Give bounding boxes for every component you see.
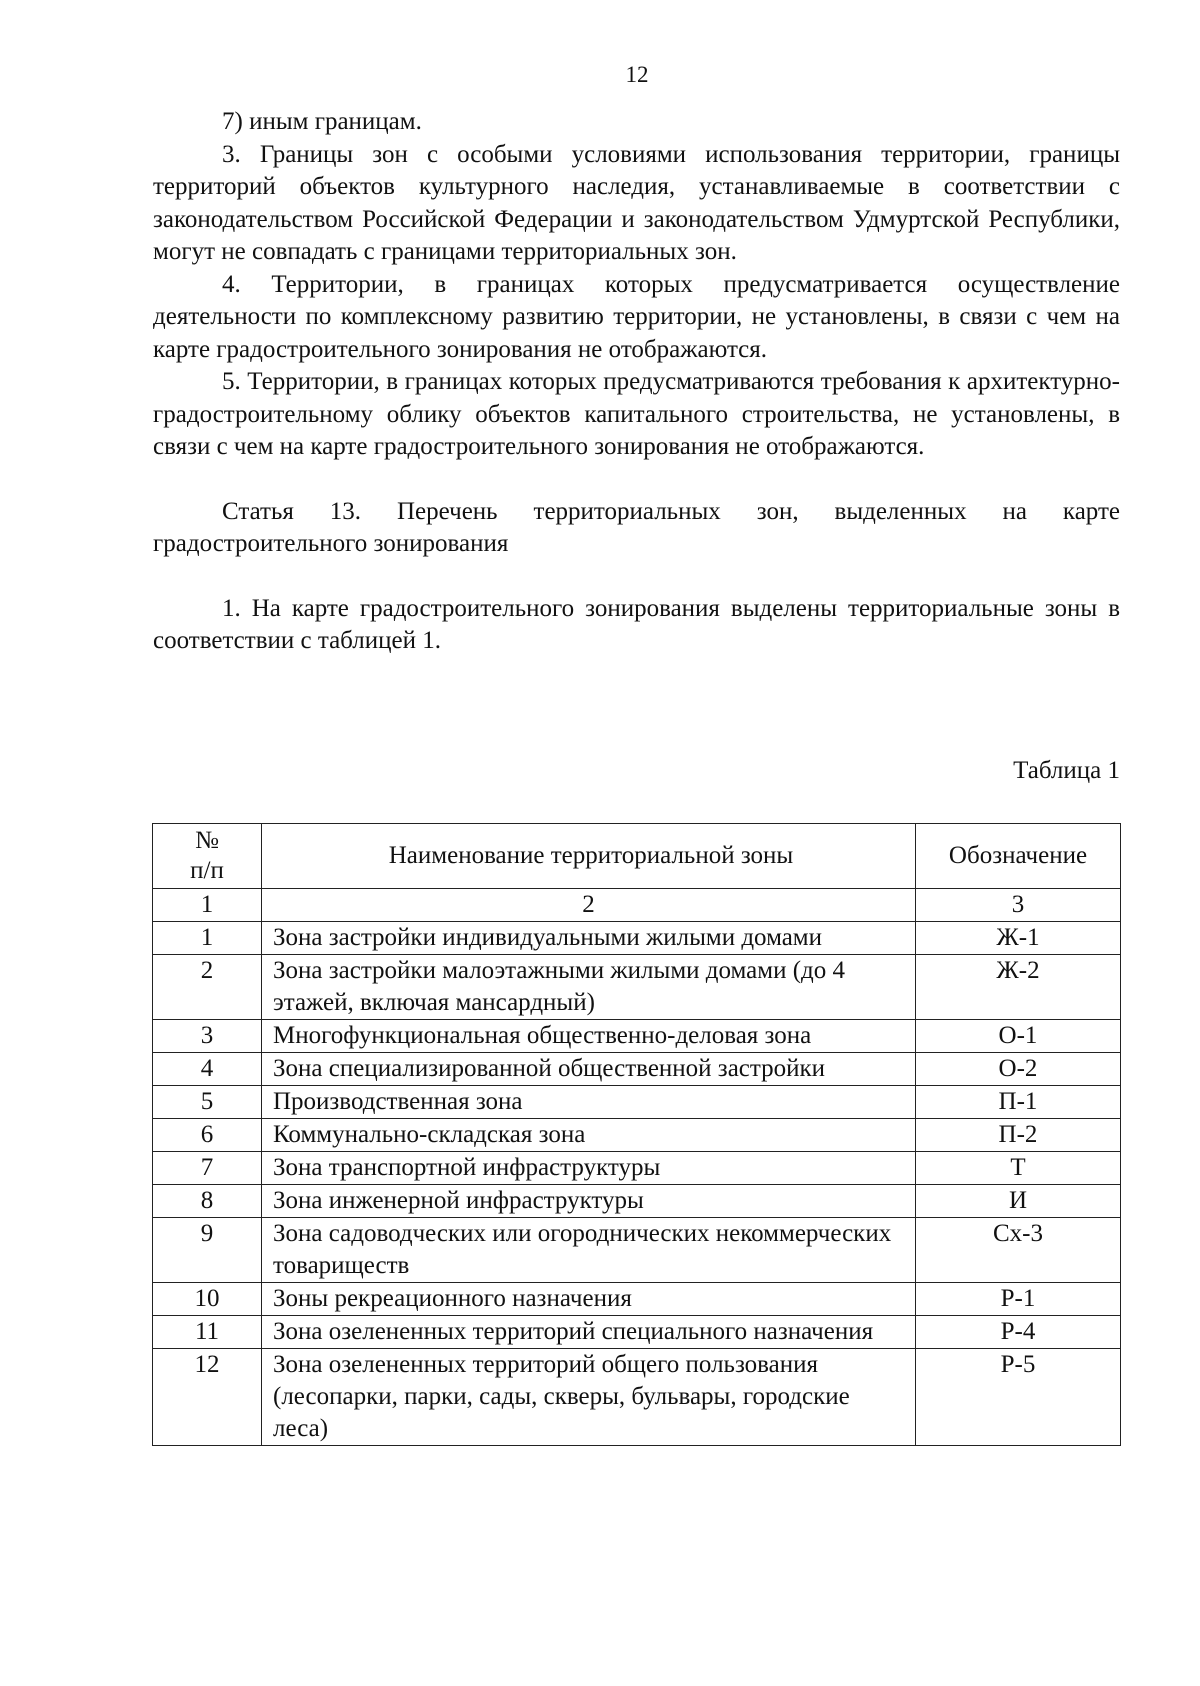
table-row <box>153 1218 1121 1283</box>
row-name: Зона транспортной инфраструктуры <box>262 1152 916 1185</box>
header-code: Обозначение <box>916 824 1121 889</box>
row-num: 2 <box>153 955 262 1020</box>
col-number-2: 2 <box>262 889 916 922</box>
row-name: Зона застройки малоэтажными жилыми домами (до 4 этажей, включая мансардный) <box>262 955 916 1020</box>
row-code: П-1 <box>916 1086 1121 1119</box>
row-code: Р-5 <box>916 1349 1121 1446</box>
row-name: Коммунально-складская зона <box>262 1119 916 1152</box>
row-code: И <box>916 1185 1121 1218</box>
table-row <box>153 955 1121 1020</box>
header-num <box>153 824 262 889</box>
table-body <box>153 922 1121 1446</box>
table-row <box>153 1316 1121 1349</box>
paragraph-5: 5. Территории, в границах которых предусматриваются требования к архитектурно-градостроительному облику объектов капитального строительства, не установлены, в связи с чем на карте градостроительного зонирования не отображаются. <box>153 368 1120 460</box>
zones-table <box>152 823 1121 1446</box>
paragraph-3: 3. Границы зон с особыми условиями использования территории, границы территорий объектов культурного наследия, устанавливаемые в соответствии с законодательством Российской Федерации и законодательством Удмуртской Республики, могут не совпадать с границами территориальных зон. <box>153 140 1120 265</box>
table-row <box>153 922 1121 955</box>
row-code: О-2 <box>916 1053 1121 1086</box>
paragraph-4: 4. Территории, в границах которых предусматривается осуществление деятельности по комплексному развитию территории, не установлены, в связи с чем на карте градостроительного зонирования не отображаются. <box>153 270 1120 363</box>
row-num: 7 <box>153 1152 262 1185</box>
document-body <box>153 106 1120 658</box>
row-name: Зона застройки индивидуальными жилыми домами <box>262 922 916 955</box>
table-row <box>153 1152 1121 1185</box>
row-num: 5 <box>153 1086 262 1119</box>
table-row <box>153 1283 1121 1316</box>
col-number-3: 3 <box>916 889 1121 922</box>
row-name: Зона озелененных территорий специального назначения <box>262 1316 916 1349</box>
table-row <box>153 1053 1121 1086</box>
row-num: 1 <box>153 922 262 955</box>
row-code: Ж-1 <box>916 922 1121 955</box>
row-name: Зона инженерной инфраструктуры <box>262 1185 916 1218</box>
col-number-1: 1 <box>153 889 262 922</box>
row-num: 6 <box>153 1119 262 1152</box>
row-num: 10 <box>153 1283 262 1316</box>
row-code: Р-4 <box>916 1316 1121 1349</box>
row-code: Т <box>916 1152 1121 1185</box>
header-num-abbr: п/п <box>190 857 224 884</box>
column-number-row <box>153 889 1121 922</box>
row-num: 12 <box>153 1349 262 1446</box>
row-num: 3 <box>153 1020 262 1053</box>
table-row <box>153 1086 1121 1119</box>
page-number: 12 <box>625 62 649 87</box>
header-name: Наименование территориальной зоны <box>262 824 916 889</box>
table-row <box>153 1185 1121 1218</box>
row-code: Ж-2 <box>916 955 1121 1020</box>
row-num: 4 <box>153 1053 262 1086</box>
table-header-row <box>153 824 1121 889</box>
row-name: Зона озелененных территорий общего пользования (лесопарки, парки, сады, скверы, бульвары, городские леса) <box>262 1349 916 1446</box>
row-name: Производственная зона <box>262 1086 916 1119</box>
list-item-7: 7) иным границам. <box>222 108 422 135</box>
row-name: Многофункциональная общественно-деловая зона <box>262 1020 916 1053</box>
row-code: О-1 <box>916 1020 1121 1053</box>
row-code: Р-1 <box>916 1283 1121 1316</box>
table-caption: Таблица 1 <box>1013 757 1120 784</box>
row-num: 8 <box>153 1185 262 1218</box>
table-row <box>153 1349 1121 1446</box>
table-row <box>153 1119 1121 1152</box>
table-row <box>153 1020 1121 1053</box>
row-num: 9 <box>153 1218 262 1283</box>
row-name: Зоны рекреационного назначения <box>262 1283 916 1316</box>
row-code: Сх-3 <box>916 1218 1121 1283</box>
row-name: Зона специализированной общественной застройки <box>262 1053 916 1086</box>
row-code: П-2 <box>916 1119 1121 1152</box>
article-13-heading: Статья 13. Перечень территориальных зон, выделенных на карте градостроительного зонирования <box>153 497 1120 557</box>
clause-1: 1. На карте градостроительного зонирования выделены территориальные зоны в соответствии с таблицей 1. <box>153 594 1120 654</box>
row-name: Зона садоводческих или огороднических некоммерческих товариществ <box>262 1218 916 1283</box>
row-num: 11 <box>153 1316 262 1349</box>
header-num-symbol: № <box>195 827 219 854</box>
